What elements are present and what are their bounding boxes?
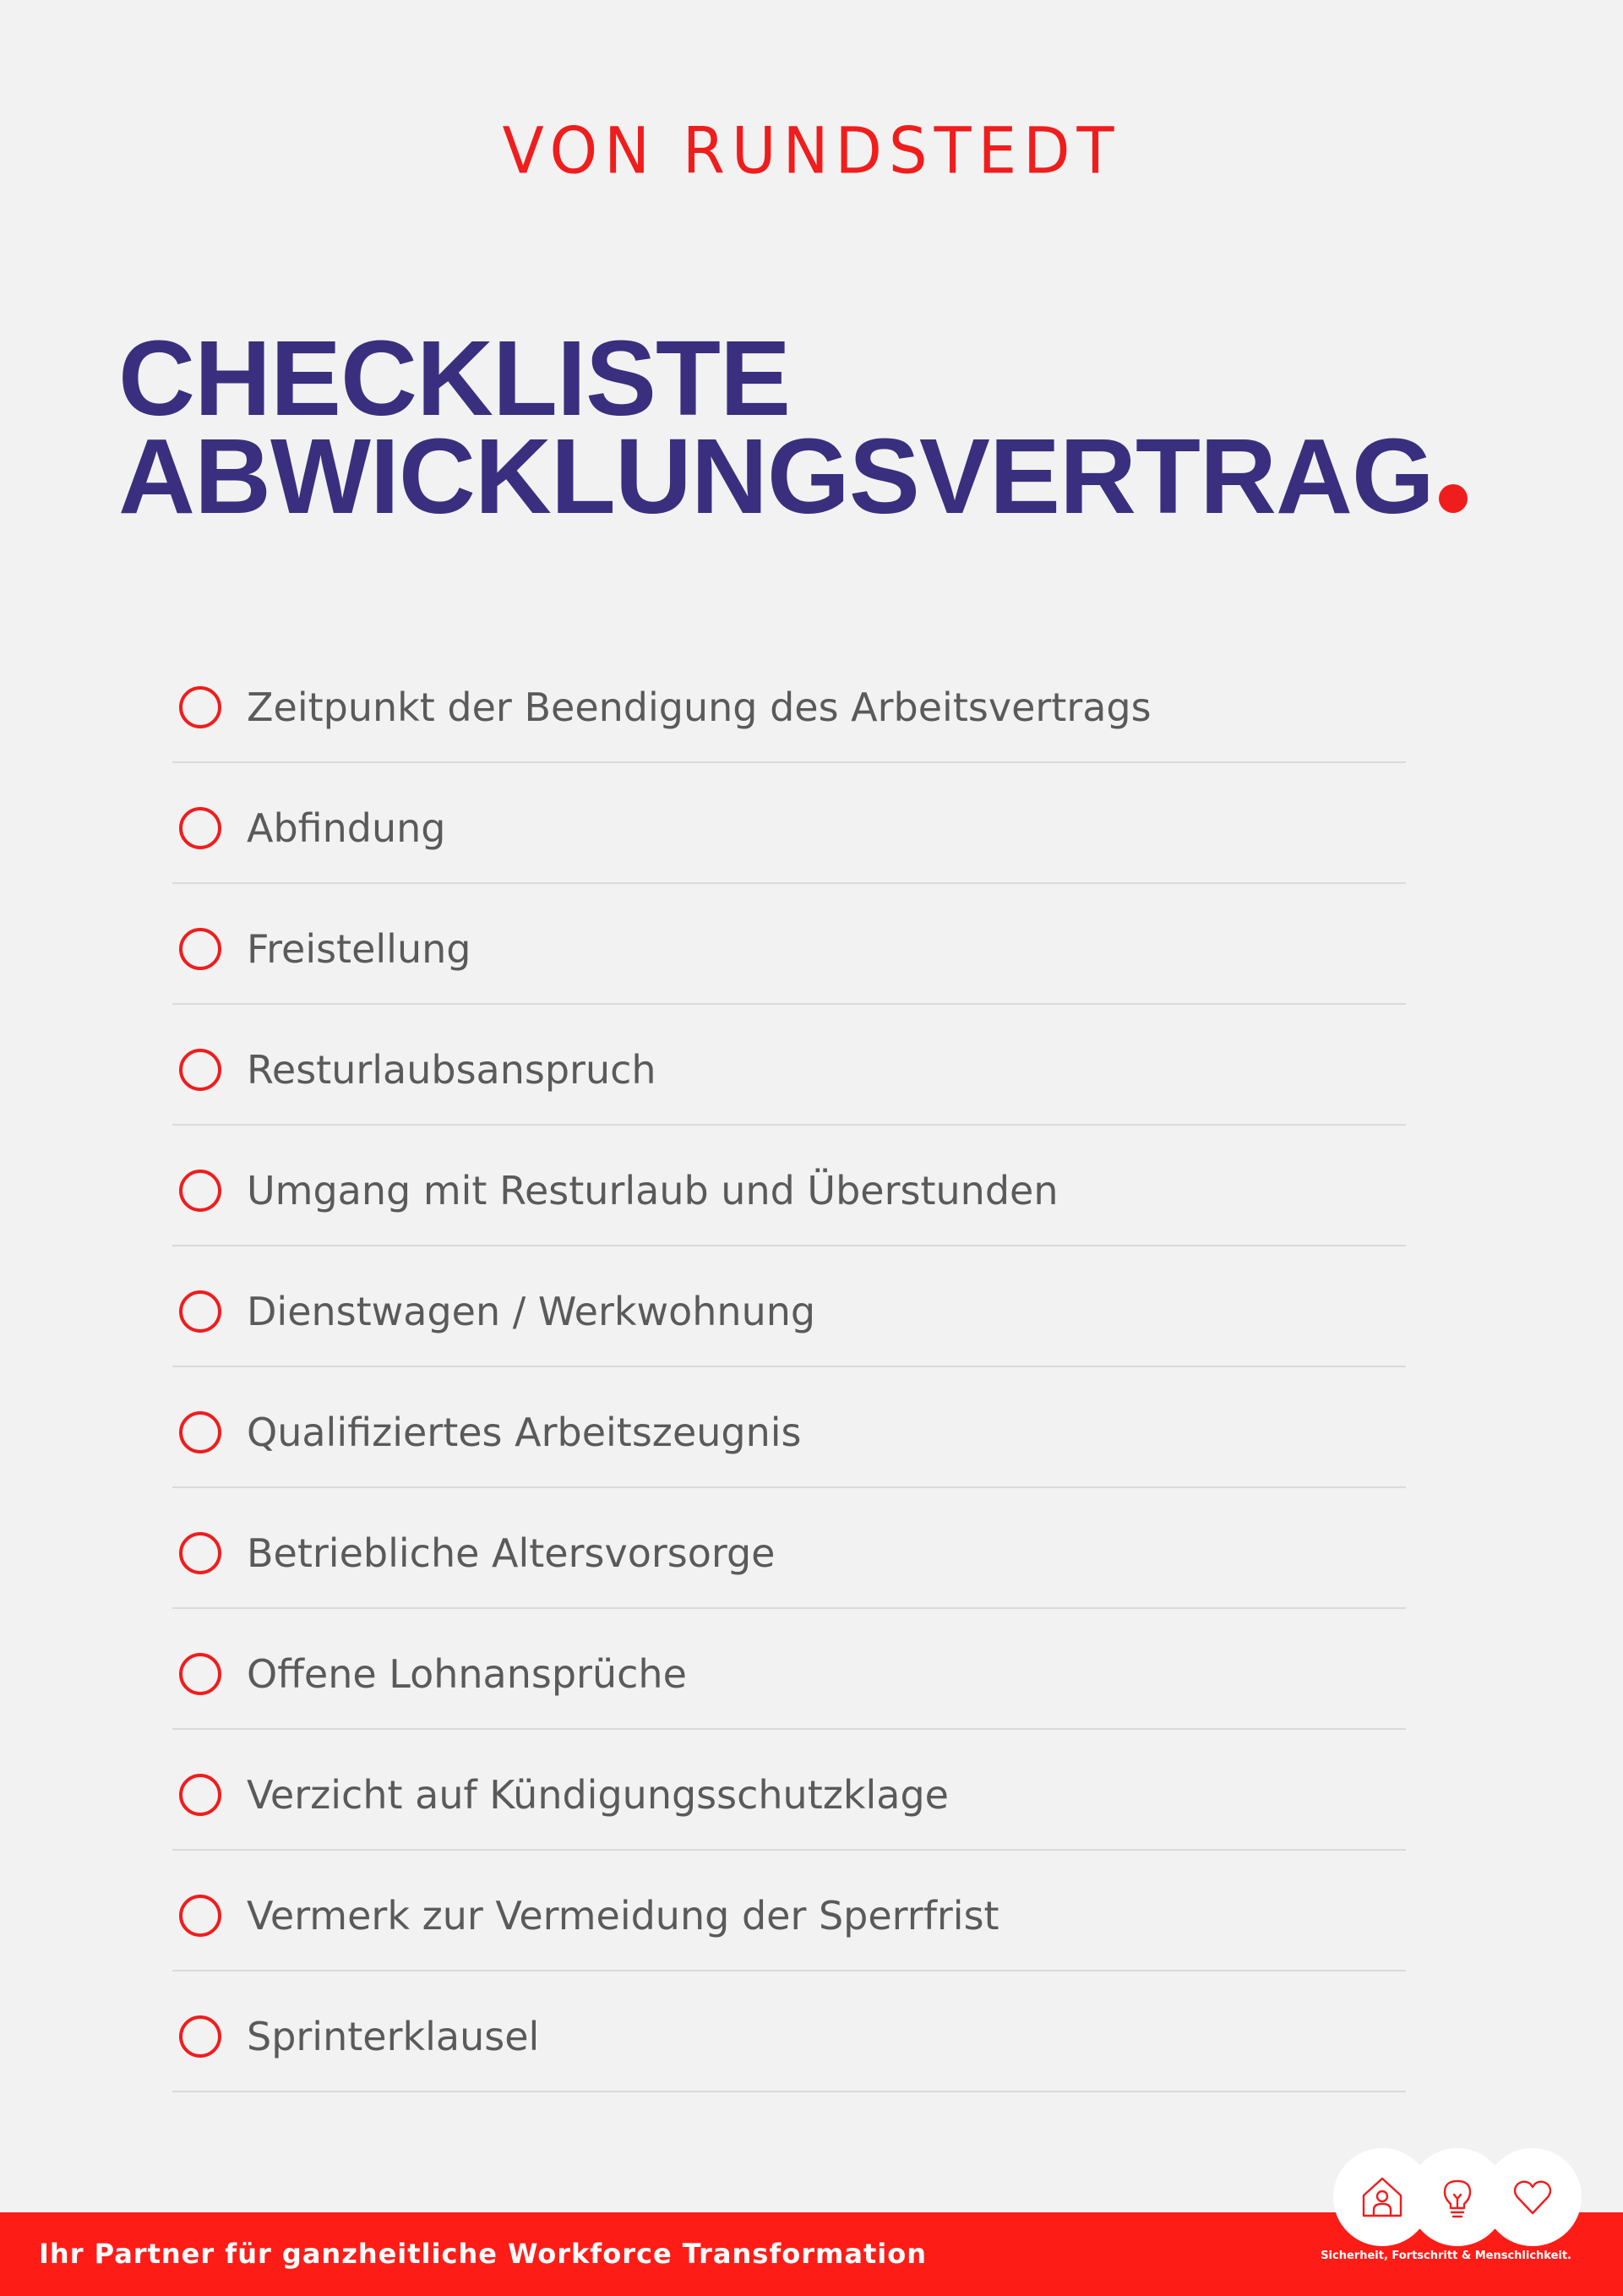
checklist-item-label: Betriebliche Altersvorsorge: [247, 1530, 776, 1576]
title-line-2: ABWICKLUNGSVERTRAG: [118, 417, 1434, 536]
values-tagline: Sicherheit, Fortschritt & Menschlichkeit.: [1321, 2250, 1571, 2262]
values-icon-group: [1333, 2148, 1582, 2246]
title-line-1: CHECKLISTE: [118, 319, 791, 438]
checklist-item: [172, 1367, 1406, 1488]
checkbox-circle[interactable]: [179, 1170, 221, 1212]
checklist-item-label: Umgang mit Resturlaub und Überstunden: [247, 1167, 1059, 1213]
checklist-item-label: Freistellung: [247, 925, 471, 972]
checkbox-circle[interactable]: [179, 1290, 221, 1333]
checklist-item-label: Sprinterklausel: [247, 2013, 540, 2059]
checklist-item: [172, 642, 1406, 763]
checkbox-circle[interactable]: [179, 928, 221, 970]
checkbox-circle[interactable]: [179, 1532, 221, 1574]
checkbox-circle[interactable]: [179, 807, 221, 849]
title-dot: [1439, 484, 1468, 513]
checklist-item-label: Resturlaubsanspruch: [247, 1046, 656, 1093]
checklist-item-label: Dienstwagen / Werkwohnung: [247, 1288, 816, 1334]
checklist: [172, 642, 1406, 2092]
checklist-item: [172, 1488, 1406, 1609]
checklist-item-label: Offene Lohnansprüche: [247, 1650, 687, 1697]
checklist-item: [172, 1972, 1406, 2092]
checklist-item-label: Abfindung: [247, 804, 446, 851]
checklist-item: [172, 1246, 1406, 1367]
checklist-item: [172, 1126, 1406, 1246]
checklist-item-label: Verzicht auf Kündigungsschutzklage: [247, 1771, 949, 1818]
checkbox-circle[interactable]: [179, 1653, 221, 1695]
brand-logo: VON RUNDSTEDT: [502, 112, 1121, 188]
checklist-item-label: Qualifiziertes Arbeitszeugnis: [247, 1409, 802, 1455]
checklist-item-label: Vermerk zur Vermeidung der Sperrfrist: [247, 1892, 999, 1939]
checklist-item-label: Zeitpunkt der Beendigung des Arbeitsvertrags: [247, 684, 1152, 730]
checklist-item: [172, 1005, 1406, 1126]
checkbox-circle[interactable]: [179, 1774, 221, 1816]
checkbox-circle[interactable]: [179, 686, 221, 728]
heart-icon: [1484, 2148, 1582, 2246]
checkbox-circle[interactable]: [179, 1411, 221, 1453]
checklist-item: [172, 763, 1406, 884]
checklist-item: [172, 1730, 1406, 1851]
checklist-item: [172, 884, 1406, 1005]
footer-tagline: Ihr Partner für ganzheitliche Workforce Transformation: [39, 2238, 927, 2270]
page-title: [118, 319, 1468, 536]
checkbox-circle[interactable]: [179, 1895, 221, 1937]
checklist-item: [172, 1851, 1406, 1972]
checklist-item: [172, 1609, 1406, 1730]
checkbox-circle[interactable]: [179, 2015, 221, 2058]
checkbox-circle[interactable]: [179, 1049, 221, 1091]
